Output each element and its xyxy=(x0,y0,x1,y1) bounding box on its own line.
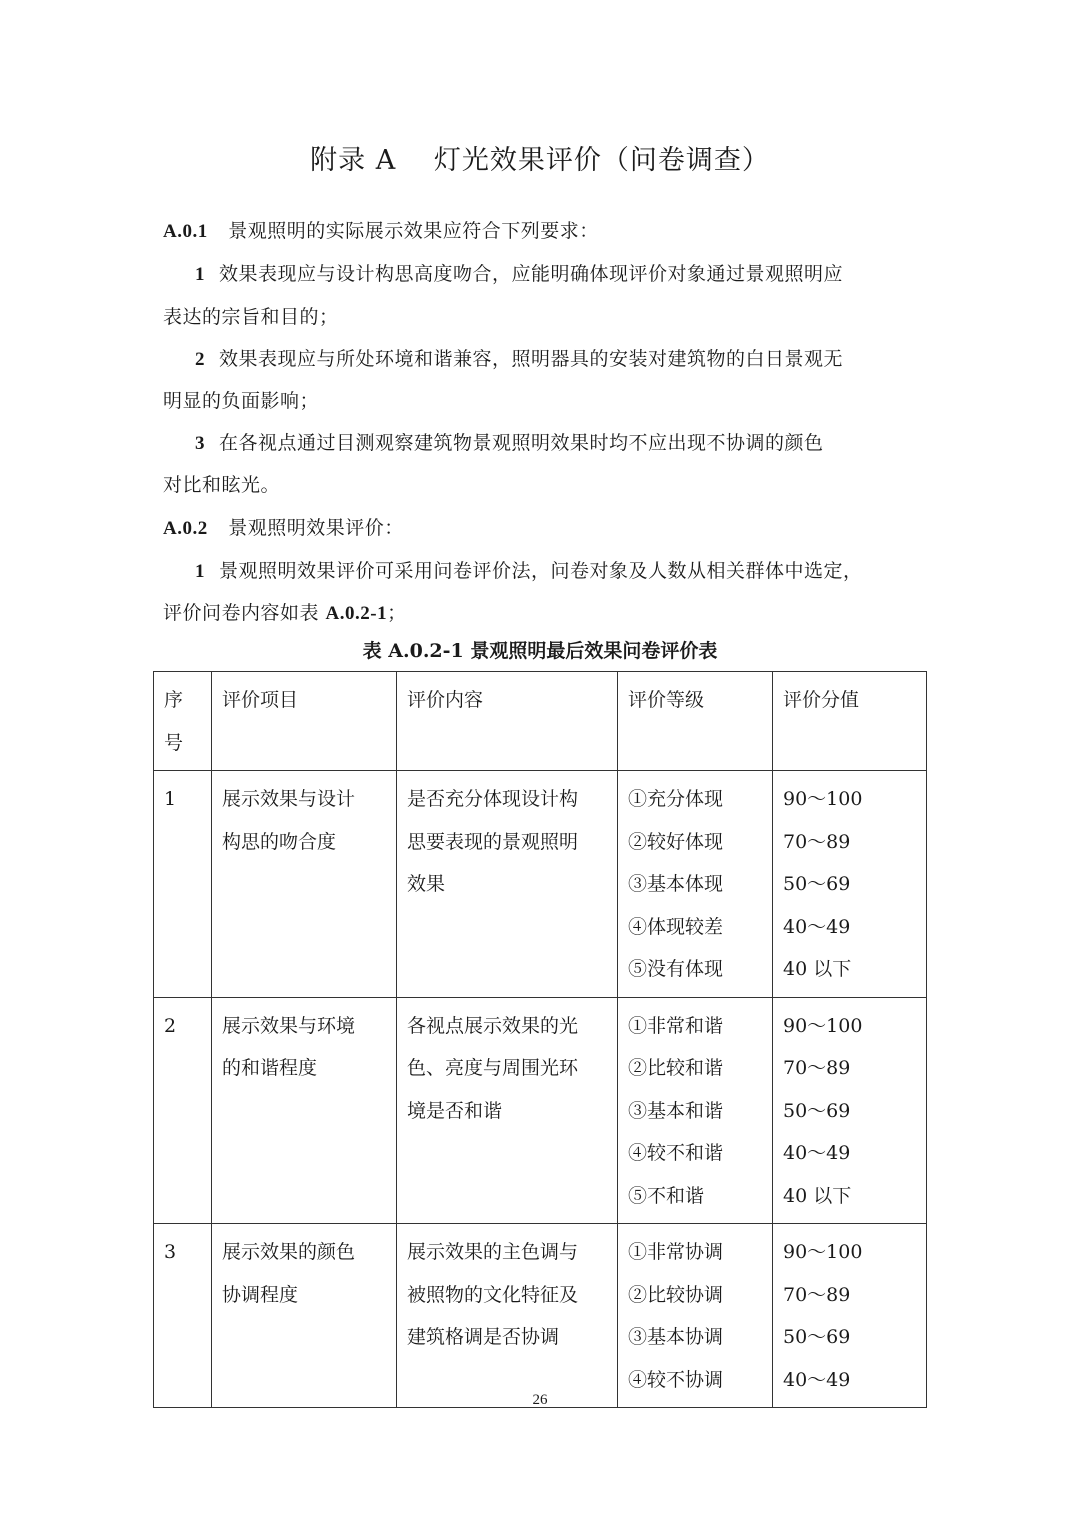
list-item xyxy=(195,556,863,583)
evaluation-table xyxy=(153,671,927,1408)
cell-levels xyxy=(618,771,773,998)
cell-item-line: 展示效果与设计 xyxy=(222,788,356,810)
cell-scores-line: 50～69 xyxy=(783,1099,851,1122)
cell-content-line: 各视点展示效果的光 xyxy=(407,1014,579,1037)
header-score: 评价分值 xyxy=(773,672,927,771)
cell-levels-line: ①充分体现 xyxy=(628,788,724,810)
item-text-continued: 对比和眩光。 xyxy=(163,474,281,496)
section-a01-heading xyxy=(163,216,599,243)
cell-levels-line: ②比较和谐 xyxy=(628,1057,724,1079)
cell-content-line: 被照物的文化特征及 xyxy=(407,1283,579,1306)
item-text-continued xyxy=(163,598,407,625)
cell-scores-line: 70～89 xyxy=(783,830,851,853)
section-text: 景观照明的实际展示效果应符合下列要求： xyxy=(228,220,599,242)
cell-index: 2 xyxy=(154,997,212,1224)
cell-levels-line: ④体现较差 xyxy=(628,915,724,938)
section-code: A.0.1 xyxy=(163,221,208,242)
item-text-prefix: 评价问卷内容如表 xyxy=(163,602,326,624)
item-number: 1 xyxy=(195,561,205,582)
cell-item-line: 构思的吻合度 xyxy=(222,830,337,853)
cell-scores xyxy=(773,771,927,998)
cell-content xyxy=(397,997,618,1224)
cell-item xyxy=(212,771,397,998)
item-text: 景观照明效果评价可采用问卷评价法，问卷对象及人数从相关群体中选定， xyxy=(219,560,863,582)
item-text-continued: 明显的负面影响； xyxy=(163,390,320,412)
cell-scores-line: 40～49 xyxy=(783,1368,851,1391)
list-item xyxy=(195,344,843,371)
cell-scores-line: 50～69 xyxy=(783,873,851,895)
cell-levels-line: ③基本体现 xyxy=(628,873,724,895)
cell-content-line: 境是否和谐 xyxy=(407,1099,503,1122)
cell-content-line: 展示效果的主色调与 xyxy=(407,1241,579,1263)
cell-content xyxy=(397,1224,618,1408)
list-item xyxy=(195,428,824,455)
cell-item-line: 的和谐程度 xyxy=(222,1057,318,1079)
cell-content-line: 效果 xyxy=(407,873,446,895)
page-title: 附录 A 灯光效果评价（问卷调查） xyxy=(310,145,770,176)
cell-content-line: 色、亮度与周围光环 xyxy=(407,1057,579,1079)
cell-scores-line: 90～100 xyxy=(783,1014,863,1037)
table-row xyxy=(154,997,927,1224)
item-number: 2 xyxy=(195,349,205,370)
header-content: 评价内容 xyxy=(397,672,618,771)
cell-index: 1 xyxy=(154,771,212,998)
cell-levels-line: ①非常和谐 xyxy=(628,1014,724,1037)
cell-index: 3 xyxy=(154,1224,212,1408)
cell-levels xyxy=(618,997,773,1224)
list-item xyxy=(195,259,843,286)
cell-content-line: 是否充分体现设计构 xyxy=(407,788,579,810)
cell-levels-line: ③基本和谐 xyxy=(628,1099,724,1122)
table-caption: 表 A.0.2-1 景观照明最后效果问卷评价表 xyxy=(362,640,718,662)
section-code: A.0.2 xyxy=(163,518,208,539)
cell-scores-line: 90～100 xyxy=(783,788,863,810)
cell-levels-line: ④较不协调 xyxy=(628,1368,724,1391)
header-index: 序 号 xyxy=(154,672,212,771)
table-row xyxy=(154,771,927,998)
cell-item-line: 协调程度 xyxy=(222,1283,299,1306)
section-a02-heading xyxy=(163,513,404,540)
cell-content-line: 思要表现的景观照明 xyxy=(407,830,579,853)
table-header-row xyxy=(154,672,927,771)
item-text: 效果表现应与设计构思高度吻合，应能明确体现评价对象通过景观照明应 xyxy=(219,263,844,285)
cell-content-line: 建筑格调是否协调 xyxy=(407,1326,560,1348)
cell-levels-line: ①非常协调 xyxy=(628,1241,724,1263)
cell-scores-line: 50～69 xyxy=(783,1326,851,1348)
cell-scores-line: 90～100 xyxy=(783,1241,863,1263)
cell-levels-line: ④较不和谐 xyxy=(628,1142,724,1164)
item-text: 效果表现应与所处环境和谐兼容，照明器具的安装对建筑物的白日景观无 xyxy=(219,348,844,370)
cell-levels-line: ②比较协调 xyxy=(628,1283,724,1306)
cell-levels-line: ②较好体现 xyxy=(628,830,724,853)
item-text: 在各视点通过目测观察建筑物景观照明效果时均不应出现不协调的颜色 xyxy=(219,432,824,454)
item-text-continued: 表达的宗旨和目的； xyxy=(163,306,339,328)
cell-scores-line: 40 以下 xyxy=(783,1184,852,1207)
header-level: 评价等级 xyxy=(618,672,773,771)
cell-scores-line: 40～49 xyxy=(783,915,851,938)
cell-item xyxy=(212,997,397,1224)
cell-item xyxy=(212,1224,397,1408)
item-number: 3 xyxy=(195,433,205,454)
cell-levels-line: ⑤不和谐 xyxy=(628,1184,705,1207)
cell-levels-line: ③基本协调 xyxy=(628,1326,724,1348)
page-number: 26 xyxy=(532,1392,548,1408)
cell-scores xyxy=(773,1224,927,1408)
header-item: 评价项目 xyxy=(212,672,397,771)
cell-scores-line: 70～89 xyxy=(783,1283,851,1306)
item-number: 1 xyxy=(195,264,205,285)
table-reference: A.0.2-1 xyxy=(325,603,388,624)
cell-item-line: 展示效果的颜色 xyxy=(222,1241,356,1263)
cell-item-line: 展示效果与环境 xyxy=(222,1014,356,1037)
section-text: 景观照明效果评价： xyxy=(228,517,404,539)
item-text-suffix: ； xyxy=(387,602,407,624)
cell-scores-line: 40 以下 xyxy=(783,958,852,980)
cell-scores-line: 40～49 xyxy=(783,1142,851,1164)
cell-levels-line: ⑤没有体现 xyxy=(628,958,724,980)
cell-scores xyxy=(773,997,927,1224)
cell-levels xyxy=(618,1224,773,1408)
cell-scores-line: 70～89 xyxy=(783,1057,851,1079)
cell-content xyxy=(397,771,618,998)
table-row xyxy=(154,1224,927,1408)
